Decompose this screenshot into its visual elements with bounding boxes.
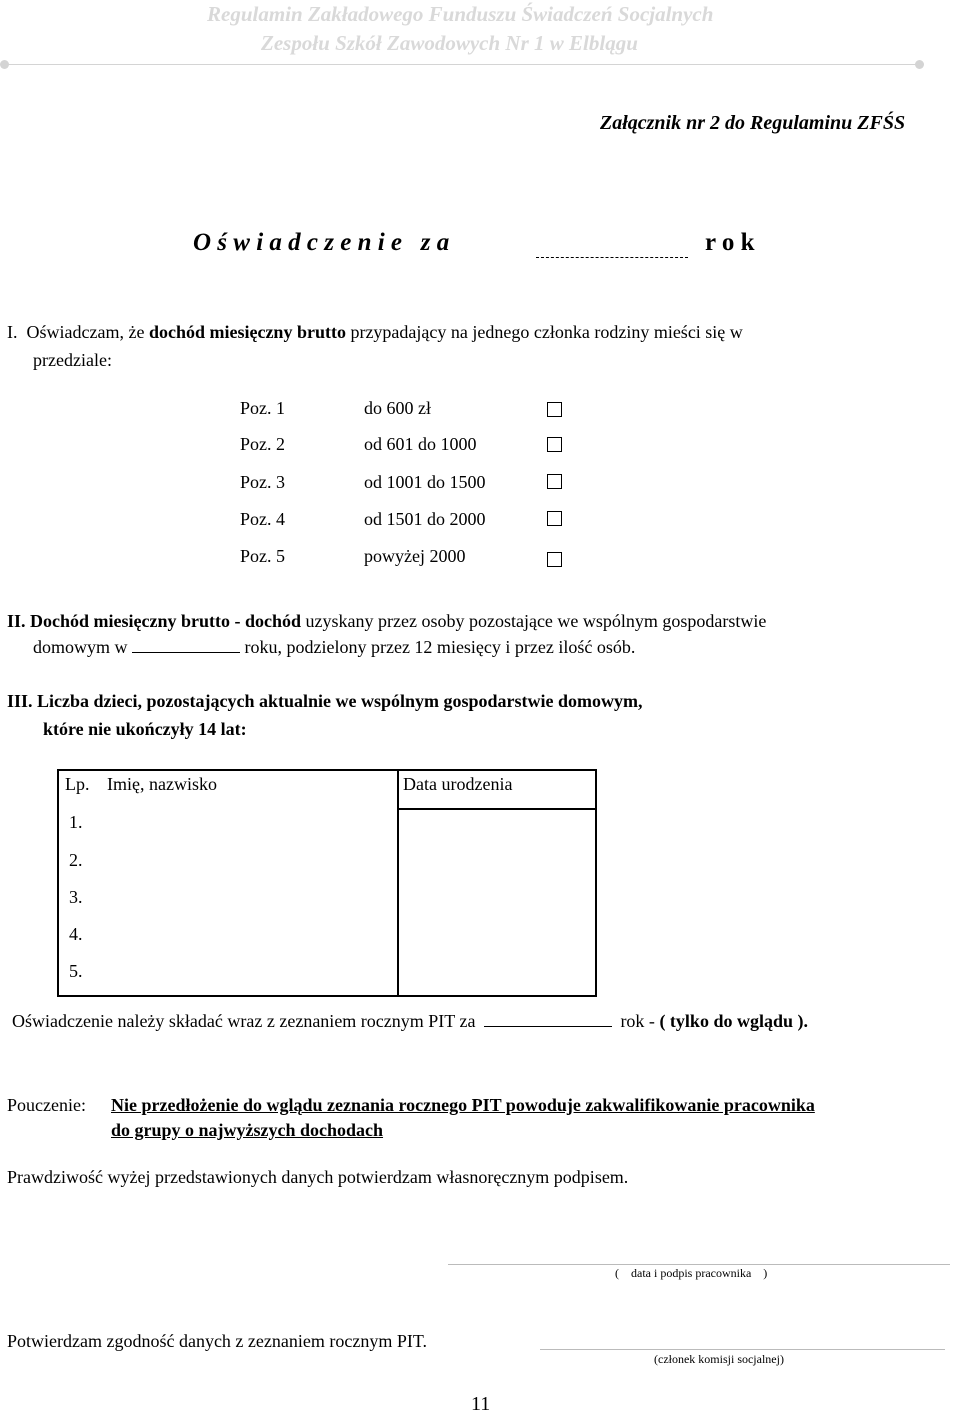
section-1-line-1 (7, 322, 743, 343)
year-blank[interactable] (536, 256, 688, 258)
truth-statement: Prawdziwość wyżej przedstawionych danych potwierdzam własnoręcznym podpisem. (7, 1167, 629, 1187)
table-row (58, 884, 596, 921)
name-cell[interactable] (107, 884, 398, 921)
col-lp-header: Lp. (58, 770, 107, 809)
range-value-3: od 1001 do 1500 (364, 472, 486, 492)
section-2-domowym: domowym w (33, 637, 128, 657)
range-value-1: do 600 zł (364, 398, 431, 418)
name-cell[interactable] (107, 958, 398, 996)
pit-year-blank[interactable] (484, 1026, 612, 1027)
committee-signature-line[interactable] (540, 1349, 945, 1350)
range-value-5: powyżej 2000 (364, 546, 466, 566)
section-2-post: uzyskany przez osoby pozostające we wspólnym gospodarstwie (305, 611, 767, 631)
row-number: 5. (58, 958, 107, 996)
name-cell[interactable] (107, 847, 398, 884)
table-row (58, 847, 596, 884)
range-checkbox-2[interactable] (547, 437, 562, 452)
range-value-2: od 601 do 1000 (364, 434, 477, 454)
table-row (58, 921, 596, 958)
section-2-line-1 (7, 611, 766, 632)
row-number: 3. (58, 884, 107, 921)
pit-pre: Oświadczenie należy składać wraz z zeznaniem rocznym PIT za (12, 1011, 476, 1031)
date-cell[interactable] (398, 809, 596, 847)
section-1-pre: Oświadczam, że (26, 322, 145, 342)
section-2-bold: II. Dochód miesięczny brutto - dochód (7, 611, 302, 631)
header-line-1: Regulamin Zakładowego Funduszu Świadczeń Socjalnych (207, 2, 714, 26)
section-1-bold: dochód miesięczny brutto (148, 322, 346, 342)
notice-line-2: do grupy o najwyższych dochodach (111, 1120, 384, 1140)
committee-caption: (członek komisji socjalnej) (654, 1352, 784, 1366)
section-2-year-blank[interactable] (132, 652, 240, 653)
col-date-header: Data urodzenia (398, 770, 596, 809)
pit-bold: ( tylko do wglądu ). (659, 1011, 808, 1031)
table-row (58, 958, 596, 996)
table-header-row (58, 770, 596, 809)
employee-signature-line[interactable] (448, 1264, 950, 1265)
page-title: O ś w i a d c z e n i e z a (193, 229, 450, 256)
annex-label: Załącznik nr 2 do Regulaminu ZFŚS (600, 112, 906, 134)
name-cell[interactable] (107, 809, 398, 847)
range-poz-1: Poz. 1 (240, 398, 285, 418)
employee-signature-caption: ( data i podpis pracownika ) (615, 1266, 768, 1280)
row-number: 4. (58, 921, 107, 958)
title-year-word: r o k (705, 229, 755, 256)
section-2-rest: roku, podzielony przez 12 miesięcy i przez ilość osób. (244, 637, 636, 657)
page-number: 11 (471, 1393, 491, 1415)
children-table (57, 769, 597, 997)
section-3-line-1: III. Liczba dzieci, pozostających aktualnie we wspólnym gospodarstwie domowym, (7, 691, 643, 711)
range-checkbox-3[interactable] (547, 474, 562, 489)
section-1-post: przypadający na jednego członka rodziny mieści się w (350, 322, 743, 342)
name-cell[interactable] (107, 921, 398, 958)
range-checkbox-1[interactable] (547, 402, 562, 417)
notice-label: Pouczenie: (7, 1095, 86, 1115)
pit-post: rok - (620, 1011, 655, 1031)
range-value-4: od 1501 do 2000 (364, 509, 486, 529)
range-poz-3: Poz. 3 (240, 472, 285, 492)
header-rule (4, 64, 920, 65)
section-2-line-2 (33, 637, 635, 658)
col-name-header: Imię, nazwisko (107, 770, 398, 809)
row-number: 2. (58, 847, 107, 884)
header-rule-dot-right (915, 60, 924, 69)
date-cell[interactable] (398, 958, 596, 996)
confirmation-text: Potwierdzam zgodność danych z zeznaniem rocznym PIT. (7, 1331, 428, 1351)
date-cell[interactable] (398, 847, 596, 884)
section-3-line-2: które nie ukończyły 14 lat: (43, 719, 247, 739)
range-checkbox-4[interactable] (547, 511, 562, 526)
row-number: 1. (58, 809, 107, 847)
notice-line-1: Nie przedłożenie do wglądu zeznania rocznego PIT powoduje zakwalifikowanie pracownika (111, 1095, 815, 1115)
header-line-2: Zespołu Szkół Zawodowych Nr 1 w Elblągu (261, 31, 638, 55)
table-row (58, 809, 596, 847)
range-poz-2: Poz. 2 (240, 434, 285, 454)
range-poz-4: Poz. 4 (240, 509, 285, 529)
section-1-line-2: przedziale: (33, 350, 112, 370)
range-poz-5: Poz. 5 (240, 546, 285, 566)
section-1-number: I. (7, 322, 18, 342)
date-cell[interactable] (398, 884, 596, 921)
pit-line (12, 1011, 808, 1032)
date-cell[interactable] (398, 921, 596, 958)
range-checkbox-5[interactable] (547, 552, 562, 567)
